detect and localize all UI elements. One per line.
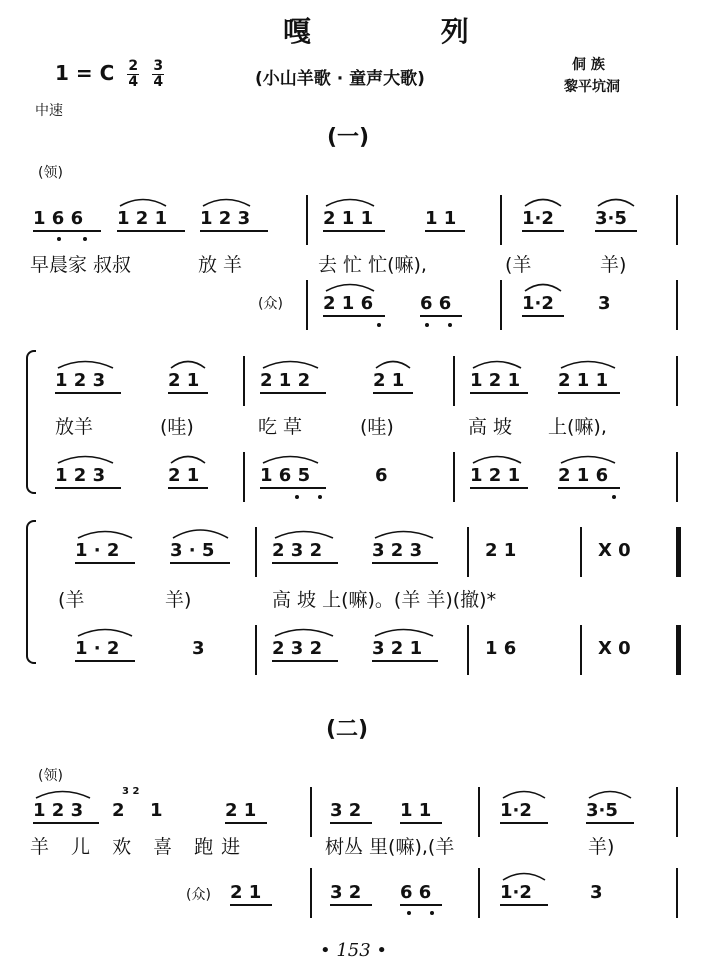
song-title: 嘎 列 <box>283 15 529 48</box>
ethnicity-label: 侗 族 <box>572 57 605 73</box>
chorus-marker: (众) <box>258 296 283 312</box>
lead-marker: (领) <box>38 165 63 181</box>
page-number: • 153 • <box>320 940 388 961</box>
chorus-marker: (众) <box>186 887 211 903</box>
lead-marker: (领) <box>38 768 63 784</box>
origin-label: 黎平坑洞 <box>564 79 620 95</box>
time-signature-1: $\frac{2}{4}$ <box>128 58 139 90</box>
time-signature-2: $\frac{3}{4}$ <box>153 58 164 90</box>
tempo-label: 中速 <box>35 103 63 119</box>
grace-notes: 3 2 <box>122 786 140 797</box>
section-label-1: (一) <box>327 125 370 150</box>
song-subtitle: (小山羊歌 · 童声大歌) <box>255 69 425 89</box>
section-label-2: (二) <box>326 717 369 742</box>
key-text: 1 = C <box>55 61 115 85</box>
